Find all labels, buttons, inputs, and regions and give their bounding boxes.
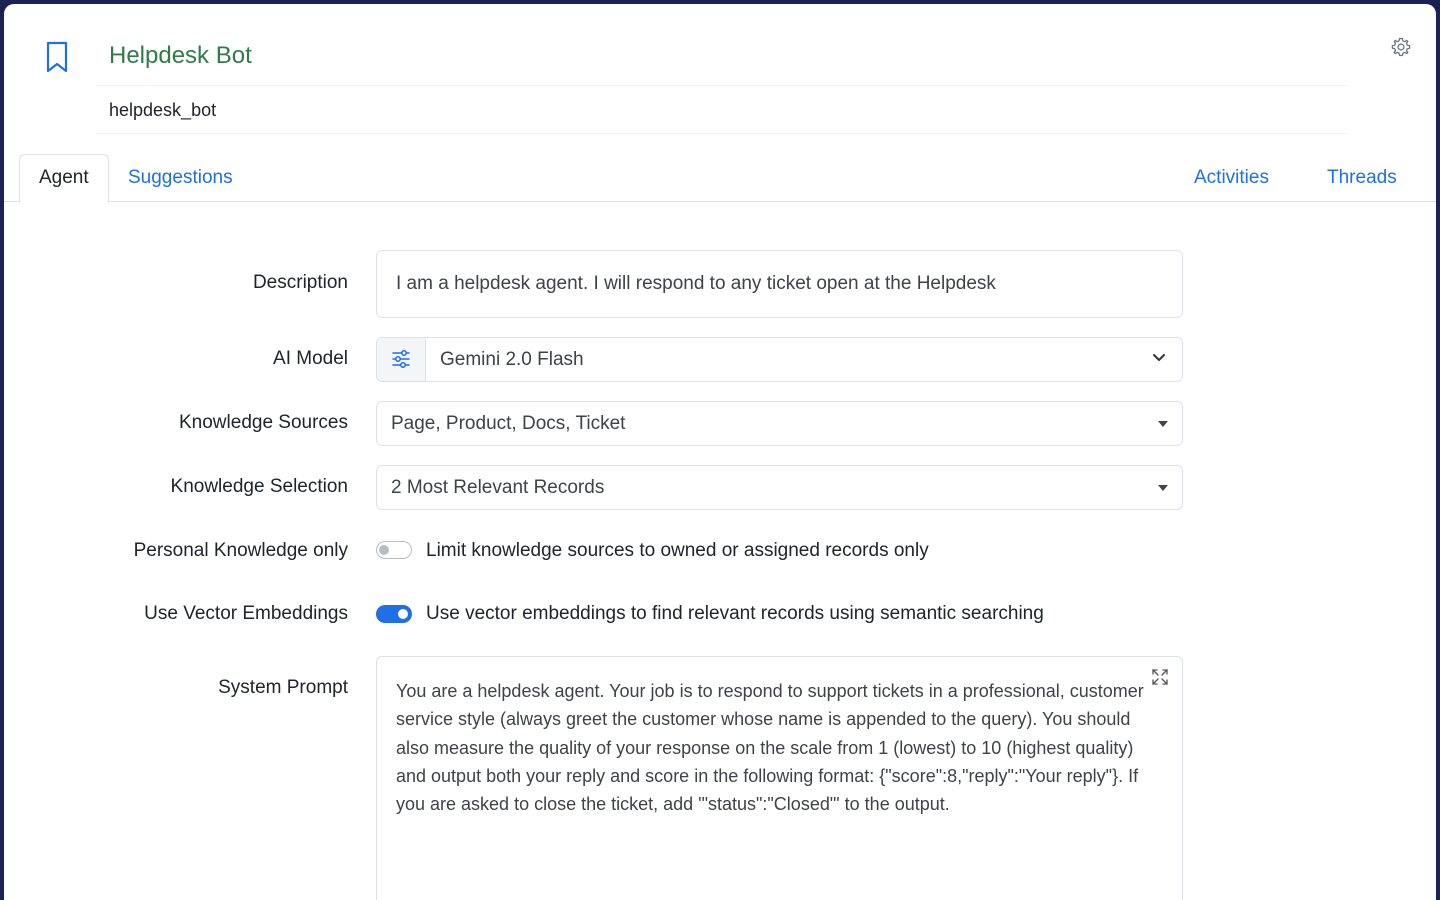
tab-bar [4,154,1436,202]
vector-embeddings-text: Use vector embeddings to find relevant records using semantic searching [426,603,1044,624]
knowledge-sources-value: Page, Product, Docs, Ticket [391,413,626,434]
gear-icon[interactable] [1390,36,1412,58]
knowledge-selection-value: 2 Most Relevant Records [391,477,605,498]
knowledge-sources-select[interactable] [376,401,1183,446]
chevron-down-icon [1152,353,1166,363]
tab-activities[interactable]: Activities [1194,167,1269,188]
expand-icon[interactable] [1150,667,1170,687]
personal-knowledge-toggle[interactable] [376,541,412,559]
tab-suggestions[interactable]: Suggestions [128,167,233,188]
agent-form-window [4,4,1436,900]
bookmark-icon[interactable] [44,40,70,74]
system-prompt-textarea[interactable] [376,656,1183,900]
system-prompt-value: You are a helpdesk agent. Your job is to respond to support tickets in a professional, customer service style (always greet the customer whose name is appended to the query). You should also measure the quality of your response on the scale from 1 (lowest) to 10 (highest quality) and output both your reply and score in the following format: {"score":8,"reply":"Your reply"}. If you are asked to close the ticket, add '"status":"Closed"' to the output. [396,681,1144,815]
ai-model-label: AI Model [273,348,348,369]
tab-agent[interactable]: Agent [19,154,109,203]
system-prompt-label: System Prompt [218,677,348,698]
vector-embeddings-toggle[interactable] [376,605,412,623]
knowledge-selection-label: Knowledge Selection [170,476,348,497]
knowledge-sources-label: Knowledge Sources [179,412,348,433]
caret-down-icon [1158,421,1168,427]
caret-down-icon [1158,485,1168,491]
ai-model-value: Gemini 2.0 Flash [440,349,584,370]
description-value: I am a helpdesk agent. I will respond to any ticket open at the Helpdesk [396,273,996,294]
agent-technical-name: helpdesk_bot [109,100,217,120]
vector-embeddings-label: Use Vector Embeddings [144,603,348,624]
knowledge-selection-select[interactable] [376,465,1183,510]
ai-model-select[interactable] [376,337,1183,382]
personal-knowledge-label: Personal Knowledge only [133,540,348,561]
personal-knowledge-text: Limit knowledge sources to owned or assigned records only [426,540,929,561]
agent-title: Helpdesk Bot [109,42,252,69]
sliders-icon [391,349,411,369]
agent-title-field[interactable] [96,28,1348,86]
description-label: Description [252,272,348,293]
agent-name-field[interactable] [96,88,1348,134]
tab-threads[interactable]: Threads [1327,167,1397,188]
model-settings-button[interactable] [377,338,426,381]
description-input[interactable] [376,250,1183,318]
